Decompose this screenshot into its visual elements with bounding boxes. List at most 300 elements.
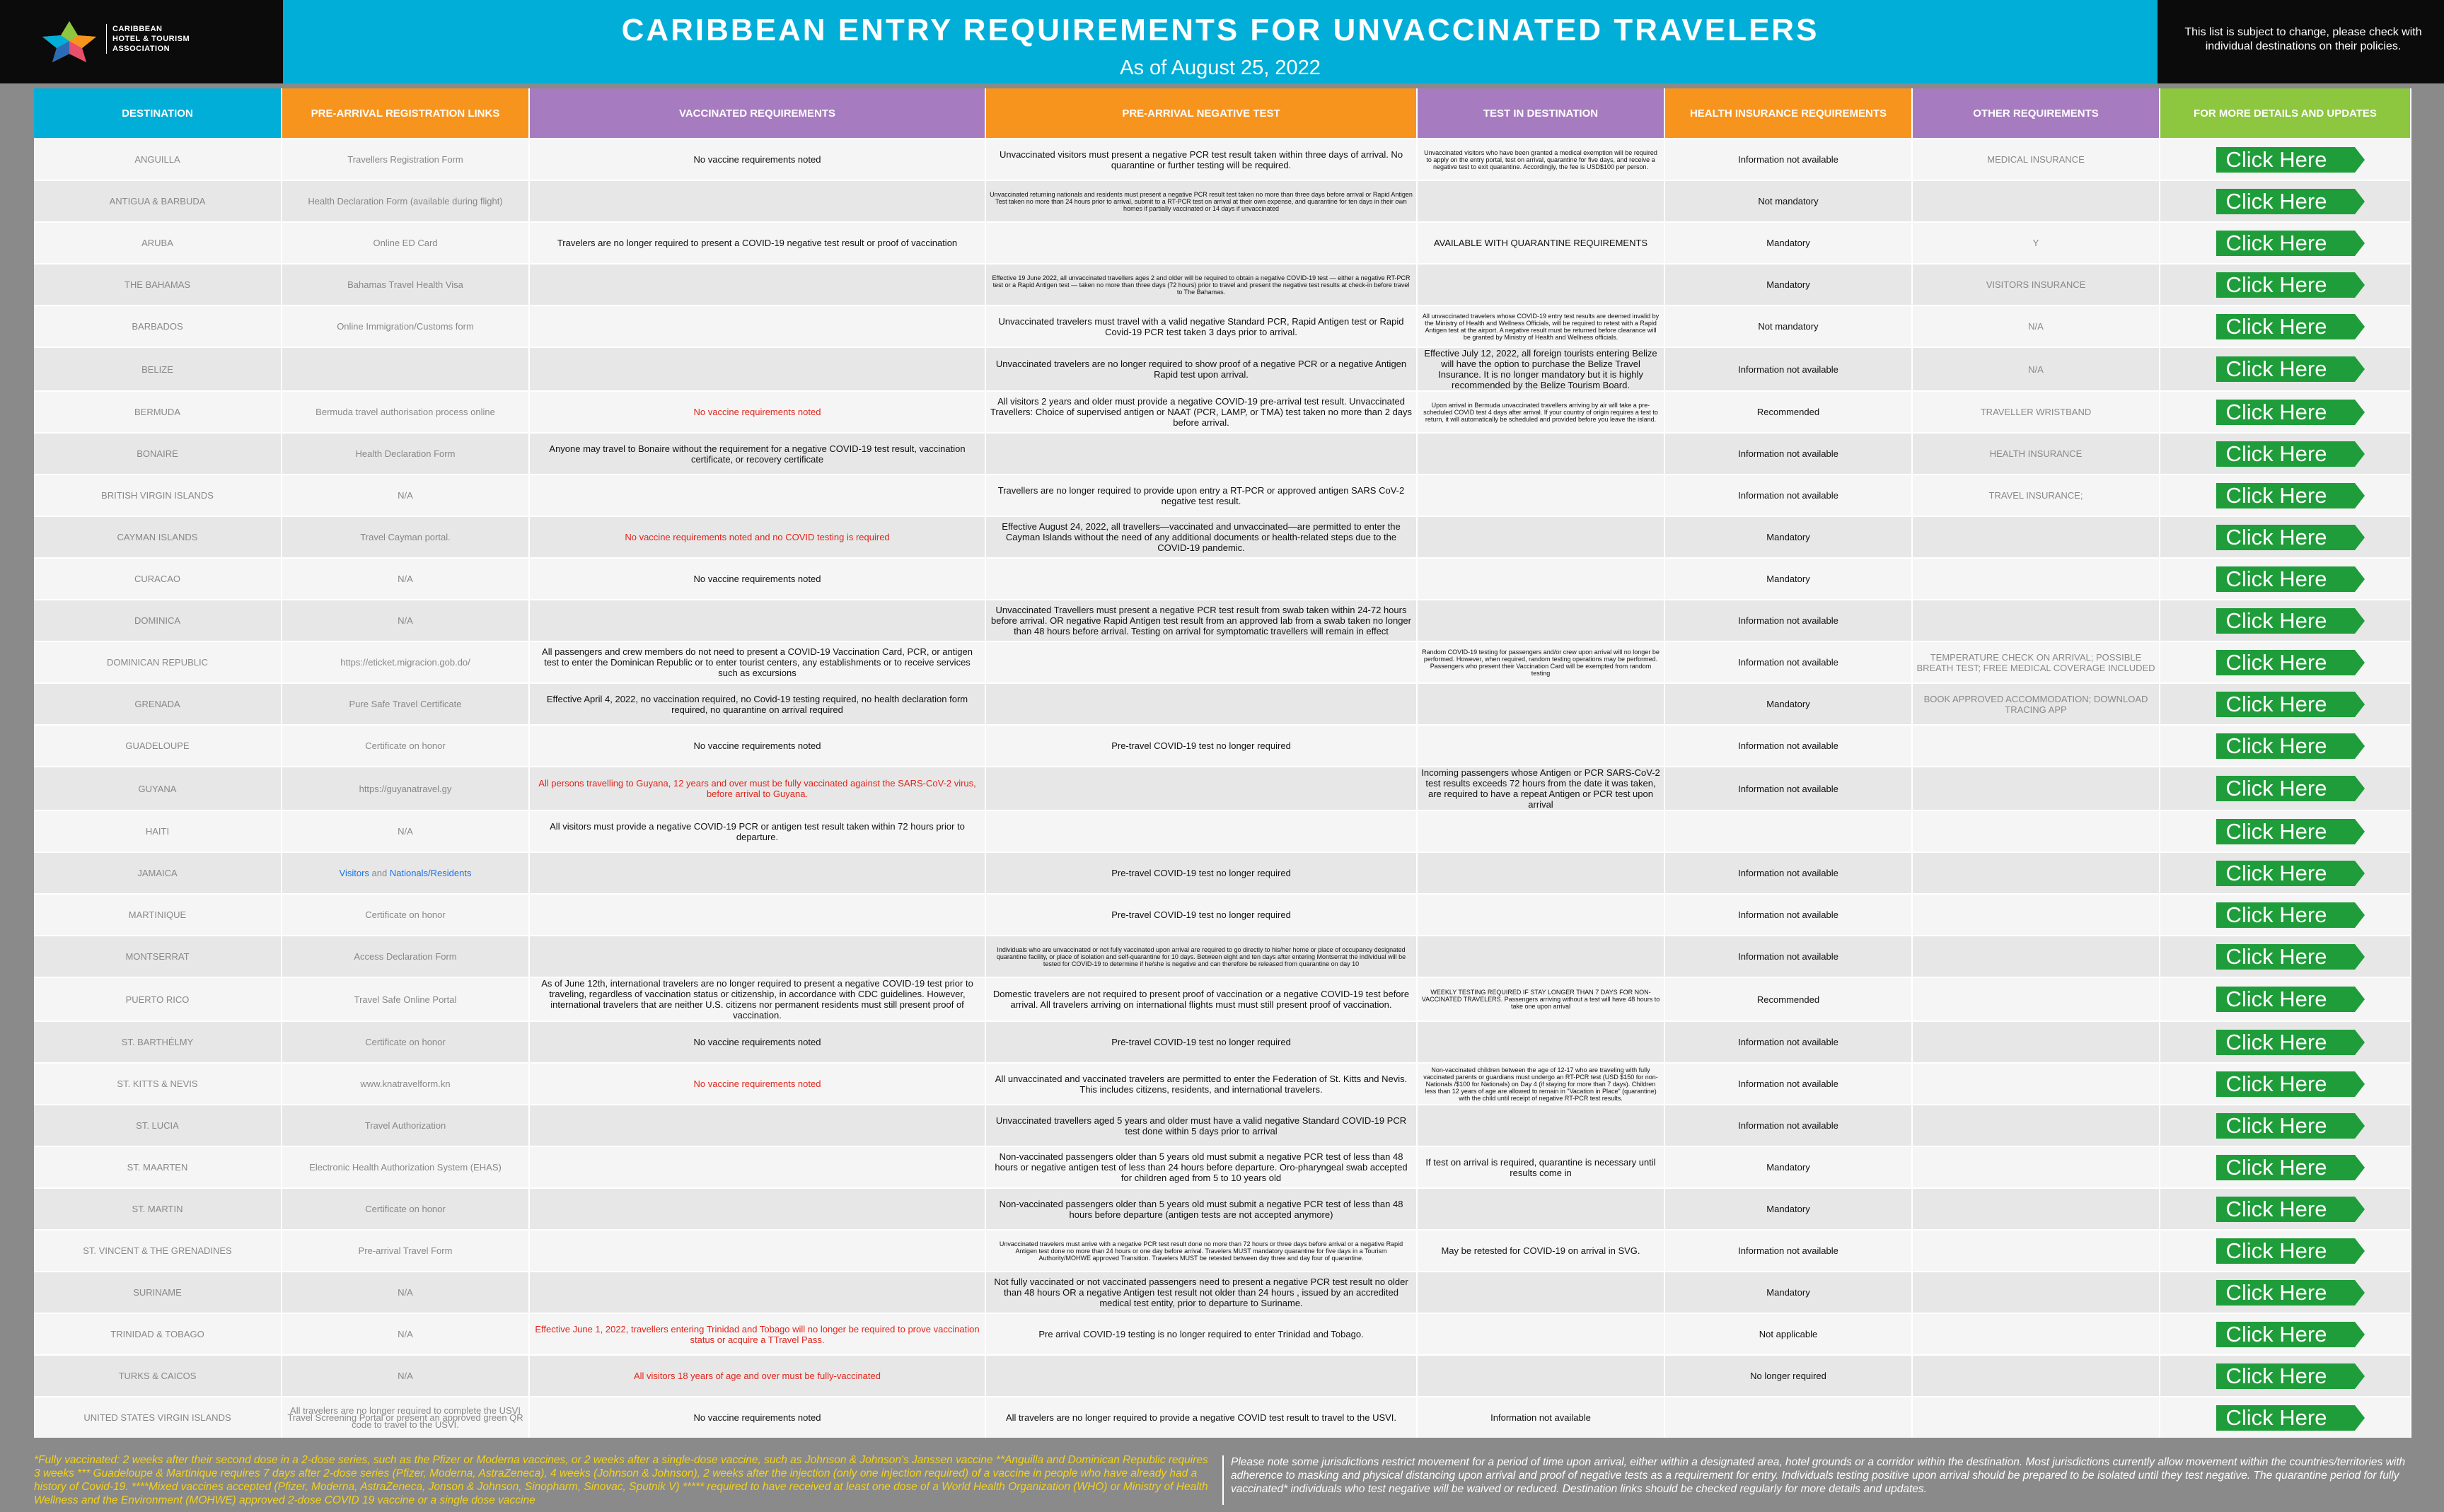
vaccinated-requirements-cell: No vaccine requirements noted and no COVID testing is required — [529, 516, 985, 558]
page-title: CARIBBEAN ENTRY REQUIREMENTS FOR UNVACCINATED TRAVELERS — [621, 13, 1819, 47]
registration-link-cell[interactable]: Bermuda travel authorisation process online — [282, 391, 529, 433]
click-here-button[interactable]: Click Here — [2216, 1155, 2355, 1180]
health-insurance-cell: Information not available — [1664, 725, 1912, 767]
test-in-destination-cell: Incoming passengers whose Antigen or PCR SARS-CoV-2 test results exceeds 72 hours from the date it was taken, are required to have a repeat Antigen or PCR test upon arrival — [1417, 767, 1664, 810]
more-details-cell — [2160, 180, 2411, 222]
negative-test-cell: All visitors 2 years and older must provide a negative COVID-19 pre-arrival test result. Unvaccinated Travellers: Choice of supervised antigen or NAAT (PCR, LAMP, or TMA) test taken no more than 2 days before arrival. — [985, 391, 1417, 433]
registration-link-cell: N/A — [282, 1272, 529, 1313]
other-requirements-cell: VISITORS INSURANCE — [1912, 264, 2160, 306]
footer-divider — [1222, 1455, 1224, 1505]
more-details-cell — [2160, 641, 2411, 683]
vaccinated-requirements-cell: No vaccine requirements noted — [529, 139, 985, 180]
vaccinated-requirements-cell: No vaccine requirements noted — [529, 725, 985, 767]
vaccinated-requirements-cell: All persons travelling to Guyana, 12 years and over must be fully vaccinated against the SARS-CoV-2 virus, before arrival to Guyana. — [529, 767, 985, 810]
more-details-cell — [2160, 433, 2411, 475]
more-details-cell — [2160, 1021, 2411, 1063]
test-in-destination-cell: Unvaccinated visitors who have been granted a medical exemption will be required to apply on the entry portal, test on arrival, quarantine for five days, and receive a negative test to exit quarantine. Accordingly, the fee is USD$100 per person. — [1417, 139, 1664, 180]
other-requirements-cell — [1912, 936, 2160, 977]
more-details-cell — [2160, 264, 2411, 306]
test-in-destination-cell: Random COVID-19 testing for passengers and/or crew upon arrival will no longer be performed. However, when required, random testing operations may be performed. Passengers who present their Vaccination Card will be exempted from random testing — [1417, 641, 1664, 683]
destination-cell: BELIZE — [34, 347, 282, 391]
other-requirements-cell — [1912, 810, 2160, 852]
destination-cell: PUERTO RICO — [34, 977, 282, 1021]
other-requirements-cell: MEDICAL INSURANCE — [1912, 139, 2160, 180]
test-in-destination-cell — [1417, 1021, 1664, 1063]
health-insurance-cell: Mandatory — [1664, 1146, 1912, 1188]
registration-link-cell[interactable]: Certificate on honor — [282, 1188, 529, 1230]
registration-link-cell[interactable]: Certificate on honor — [282, 1021, 529, 1063]
click-here-button[interactable]: Click Here — [2216, 861, 2355, 886]
table-row — [34, 767, 2411, 810]
vaccinated-requirements-cell: All visitors 18 years of age and over must be fully-vaccinated — [529, 1355, 985, 1397]
other-requirements-cell — [1912, 1355, 2160, 1397]
vaccinated-requirements-cell — [529, 1188, 985, 1230]
table-row — [34, 683, 2411, 725]
other-requirements-cell — [1912, 852, 2160, 894]
test-in-destination-cell — [1417, 475, 1664, 516]
test-in-destination-cell: AVAILABLE WITH QUARANTINE REQUIREMENTS — [1417, 222, 1664, 264]
cha-logo-icon — [41, 20, 98, 64]
negative-test-cell: Unvaccinated travelers must arrive with a negative PCR test result done no more than 72 hours or three days before arrival or a negative Rapid Antigen test done no more than 24 hours or one day before arrival. Travelers MUST mandatory quarantine for five days in a Tourism Authority/MOHWE approved Transition. Travelers MUST be retested between day three and day four of quarantine. — [985, 1230, 1417, 1272]
vaccinated-requirements-cell: No vaccine requirements noted — [529, 1397, 985, 1438]
click-here-button[interactable]: Click Here — [2216, 1405, 2355, 1431]
destination-cell: THE BAHAMAS — [34, 264, 282, 306]
destination-cell: JAMAICA — [34, 852, 282, 894]
click-here-button[interactable]: Click Here — [2216, 944, 2355, 970]
negative-test-cell: Individuals who are unvaccinated or not fully vaccinated upon arrival are required to go directly to his/her home or place of occupancy designated quarantine facility, or place of isolation and self-quarantine for 10 days. Between eight and ten days after entering Montserrat the individual will be tested for COVID-19 to determine if he/she is negative and can therefore be released from quarantine on day 10 — [985, 936, 1417, 977]
table-row — [34, 558, 2411, 600]
col-registration-links: PRE-ARRIVAL REGISTRATION LINKS — [282, 88, 529, 139]
table-row — [34, 180, 2411, 222]
health-insurance-cell: Mandatory — [1664, 516, 1912, 558]
more-details-cell — [2160, 1272, 2411, 1313]
other-requirements-cell — [1912, 1272, 2160, 1313]
negative-test-cell: Effective August 24, 2022, all travellers—vaccinated and unvaccinated—are permitted to enter the Cayman Islands without the need of any additional documents or health-related steps due to the COVID-19 pandemic. — [985, 516, 1417, 558]
test-in-destination-cell — [1417, 264, 1664, 306]
negative-test-cell: Pre-travel COVID-19 test no longer required — [985, 852, 1417, 894]
more-details-cell — [2160, 558, 2411, 600]
destination-cell: GUYANA — [34, 767, 282, 810]
destination-cell: BRITISH VIRGIN ISLANDS — [34, 475, 282, 516]
destination-cell: TURKS & CAICOS — [34, 1355, 282, 1397]
negative-test-cell — [985, 641, 1417, 683]
test-in-destination-cell: May be retested for COVID-19 on arrival in SVG. — [1417, 1230, 1664, 1272]
test-in-destination-cell: Information not available — [1417, 1397, 1664, 1438]
health-insurance-cell: Not applicable — [1664, 1313, 1912, 1355]
health-insurance-cell: Not mandatory — [1664, 180, 1912, 222]
more-details-cell — [2160, 1063, 2411, 1105]
table-row — [34, 264, 2411, 306]
registration-link-cell[interactable]: Travellers Registration Form — [282, 139, 529, 180]
click-here-button[interactable]: Click Here — [2216, 1197, 2355, 1222]
test-in-destination-cell — [1417, 894, 1664, 936]
table-row — [34, 1272, 2411, 1313]
negative-test-cell: Unvaccinated visitors must present a negative PCR test result taken within three days of arrival. No quarantine or further testing will be required. — [985, 139, 1417, 180]
destination-cell: ST. BARTHÉLMY — [34, 1021, 282, 1063]
registration-link-cell[interactable]: Travel Cayman portal. — [282, 516, 529, 558]
click-here-button[interactable]: Click Here — [2216, 1280, 2355, 1305]
more-details-cell — [2160, 139, 2411, 180]
click-here-button[interactable]: Click Here — [2216, 356, 2355, 382]
health-insurance-cell: Information not available — [1664, 641, 1912, 683]
test-in-destination-cell — [1417, 936, 1664, 977]
click-here-button[interactable]: Click Here — [2216, 400, 2355, 425]
test-in-destination-cell — [1417, 558, 1664, 600]
other-requirements-cell: HEALTH INSURANCE — [1912, 433, 2160, 475]
negative-test-cell: Unvaccinated travelers must travel with a valid negative Standard PCR, Rapid Antigen test or Rapid Covid-19 PCR test taken 3 days prior to arrival. — [985, 306, 1417, 347]
registration-link-cell: N/A — [282, 1355, 529, 1397]
table-row — [34, 1105, 2411, 1146]
test-in-destination-cell — [1417, 1313, 1664, 1355]
other-requirements-cell: BOOK APPROVED ACCOMMODATION; DOWNLOAD TRACING APP — [1912, 683, 2160, 725]
vaccinated-requirements-cell: Effective June 1, 2022, travellers entering Trinidad and Tobago will no longer be required to prove vaccination status or acquire a TTravel Pass. — [529, 1313, 985, 1355]
table-row — [34, 1397, 2411, 1438]
health-insurance-cell: Information not available — [1664, 433, 1912, 475]
registration-link-cell[interactable]: Pure Safe Travel Certificate — [282, 683, 529, 725]
table-row — [34, 1146, 2411, 1188]
health-insurance-cell: Recommended — [1664, 391, 1912, 433]
negative-test-cell — [985, 222, 1417, 264]
requirements-table — [34, 88, 2411, 1438]
vaccinated-requirements-cell: All visitors must provide a negative COVID-19 PCR or antigen test result taken within 72 hours prior to departure. — [529, 810, 985, 852]
registration-link-cell[interactable]: Online Immigration/Customs form — [282, 306, 529, 347]
vaccinated-requirements-cell: No vaccine requirements noted — [529, 1063, 985, 1105]
table-row — [34, 725, 2411, 767]
negative-test-cell: All travelers are no longer required to provide a negative COVID test result to travel to the USVI. — [985, 1397, 1417, 1438]
registration-link-cell[interactable]: www.knatravelform.kn — [282, 1063, 529, 1105]
negative-test-cell — [985, 433, 1417, 475]
registration-link-cell[interactable]: Electronic Health Authorization System (EHAS) — [282, 1146, 529, 1188]
table-row — [34, 433, 2411, 475]
table-row — [34, 810, 2411, 852]
health-insurance-cell: Mandatory — [1664, 222, 1912, 264]
click-here-button[interactable]: Click Here — [2216, 1030, 2355, 1055]
more-details-cell — [2160, 222, 2411, 264]
table-row — [34, 1313, 2411, 1355]
negative-test-cell — [985, 683, 1417, 725]
click-here-button[interactable]: Click Here — [2216, 1071, 2355, 1097]
vaccinated-requirements-cell — [529, 1230, 985, 1272]
negative-test-cell — [985, 767, 1417, 810]
negative-test-cell — [985, 1355, 1417, 1397]
destination-cell: ST. KITTS & NEVIS — [34, 1063, 282, 1105]
vaccinated-requirements-cell — [529, 894, 985, 936]
registration-link-cell[interactable]: Health Declaration Form — [282, 433, 529, 475]
destination-cell: DOMINICA — [34, 600, 282, 641]
more-details-cell — [2160, 1230, 2411, 1272]
destination-cell: ST. MARTIN — [34, 1188, 282, 1230]
table-row — [34, 1355, 2411, 1397]
registration-link-cell[interactable]: Travel Authorization — [282, 1105, 529, 1146]
registration-link-cell: N/A — [282, 810, 529, 852]
negative-test-cell — [985, 558, 1417, 600]
click-here-button[interactable]: Click Here — [2216, 272, 2355, 298]
destination-cell: HAITI — [34, 810, 282, 852]
more-details-cell — [2160, 475, 2411, 516]
other-requirements-cell: TEMPERATURE CHECK ON ARRIVAL; POSSIBLE BREATH TEST; FREE MEDICAL COVERAGE INCLUDED — [1912, 641, 2160, 683]
health-insurance-cell: Information not available — [1664, 852, 1912, 894]
page-subtitle: As of August 25, 2022 — [1120, 57, 1321, 79]
table-row — [34, 222, 2411, 264]
destination-cell: BERMUDA — [34, 391, 282, 433]
other-requirements-cell: TRAVELLER WRISTBAND — [1912, 391, 2160, 433]
click-here-button[interactable]: Click Here — [2216, 147, 2355, 173]
vaccinated-requirements-cell: No vaccine requirements noted — [529, 391, 985, 433]
visitors-link[interactable]: Visitors — [339, 868, 369, 878]
other-requirements-cell — [1912, 1188, 2160, 1230]
more-details-cell — [2160, 600, 2411, 641]
destination-cell: UNITED STATES VIRGIN ISLANDS — [34, 1397, 282, 1438]
health-insurance-cell: Information not available — [1664, 347, 1912, 391]
click-here-button[interactable]: Click Here — [2216, 1363, 2355, 1389]
org-line: ASSOCIATION — [112, 45, 170, 53]
other-requirements-cell — [1912, 600, 2160, 641]
disclaimer-text: This list is subject to change, please check with individual destinations on their policies. — [2184, 26, 2422, 52]
col-destination: DESTINATION — [34, 88, 282, 139]
registration-link-cell — [282, 852, 529, 894]
col-vaccinated-requirements: VACCINATED REQUIREMENTS — [529, 88, 985, 139]
vaccinated-requirements-cell — [529, 1146, 985, 1188]
click-here-button[interactable]: Click Here — [2216, 650, 2355, 675]
destination-cell: BARBADOS — [34, 306, 282, 347]
health-insurance-cell: Not mandatory — [1664, 306, 1912, 347]
test-in-destination-cell — [1417, 1188, 1664, 1230]
destination-cell: DOMINICAN REPUBLIC — [34, 641, 282, 683]
destination-cell: CURACAO — [34, 558, 282, 600]
destination-cell: CAYMAN ISLANDS — [34, 516, 282, 558]
registration-link-cell: N/A — [282, 558, 529, 600]
other-requirements-cell — [1912, 1397, 2160, 1438]
other-requirements-cell — [1912, 1230, 2160, 1272]
more-details-cell — [2160, 516, 2411, 558]
registration-link-cell[interactable]: Health Declaration Form (available during flight) — [282, 180, 529, 222]
test-in-destination-cell — [1417, 1272, 1664, 1313]
nationals-link[interactable]: Nationals/Residents — [389, 868, 472, 878]
test-in-destination-cell — [1417, 1105, 1664, 1146]
destination-cell: ANTIGUA & BARBUDA — [34, 180, 282, 222]
other-requirements-cell — [1912, 767, 2160, 810]
health-insurance-cell — [1664, 810, 1912, 852]
col-test-in-destination: TEST IN DESTINATION — [1417, 88, 1664, 139]
negative-test-cell: Unvaccinated returning nationals and residents must present a negative PCR result test taken no more than three days before arrival or Rapid Antigen Test taken no more than 24 hours prior to arrival, submit to a RT-PCR test on arrival at their own expense, and quarantine for ten days in their own homes if partially vaccinated or 14 days if unvaccinated — [985, 180, 1417, 222]
vaccinated-requirements-cell: As of June 12th, international travelers are no longer required to present a negative COVID-19 test prior to traveling, regardless of vaccination status or citizenship, in accordance with CDC guidelines. However, international travelers that are neither U.S. citizens nor permanent residents must still present proof of vaccination. — [529, 977, 985, 1021]
table-row — [34, 306, 2411, 347]
other-requirements-cell — [1912, 1021, 2160, 1063]
other-requirements-cell — [1912, 1063, 2160, 1105]
click-here-button[interactable]: Click Here — [2216, 525, 2355, 550]
destination-cell: GUADELOUPE — [34, 725, 282, 767]
other-requirements-cell — [1912, 1105, 2160, 1146]
other-requirements-cell: N/A — [1912, 347, 2160, 391]
test-in-destination-cell — [1417, 725, 1664, 767]
click-here-button[interactable]: Click Here — [2216, 441, 2355, 467]
negative-test-cell — [985, 810, 1417, 852]
negative-test-cell: All unvaccinated and vaccinated travelers are permitted to enter the Federation of St. Kitts and Nevis. This includes citizens, residents, and international travelers. — [985, 1063, 1417, 1105]
health-insurance-cell: Information not available — [1664, 894, 1912, 936]
table-row — [34, 1063, 2411, 1105]
more-details-cell — [2160, 1355, 2411, 1397]
other-requirements-cell: TRAVEL INSURANCE; — [1912, 475, 2160, 516]
other-requirements-cell — [1912, 180, 2160, 222]
vaccinated-requirements-cell — [529, 180, 985, 222]
table-row — [34, 936, 2411, 977]
table-row — [34, 894, 2411, 936]
click-here-button[interactable]: Click Here — [2216, 1113, 2355, 1139]
vaccinated-requirements-cell — [529, 852, 985, 894]
click-here-button[interactable]: Click Here — [2216, 776, 2355, 801]
negative-test-cell: Pre-travel COVID-19 test no longer required — [985, 725, 1417, 767]
col-other-requirements: OTHER REQUIREMENTS — [1912, 88, 2160, 139]
registration-link-cell[interactable]: Access Declaration Form — [282, 936, 529, 977]
negative-test-cell: Travellers are no longer required to provide upon entry a RT-PCR or approved antigen SARS CoV-2 negative test result. — [985, 475, 1417, 516]
table-header-row — [34, 88, 2411, 139]
registration-link-cell[interactable]: Certificate on honor — [282, 894, 529, 936]
health-insurance-cell: Mandatory — [1664, 264, 1912, 306]
health-insurance-cell: Mandatory — [1664, 683, 1912, 725]
registration-link-cell[interactable]: Online ED Card — [282, 222, 529, 264]
link-separator: and — [369, 868, 390, 878]
click-here-button[interactable]: Click Here — [2216, 819, 2355, 844]
health-insurance-cell: Mandatory — [1664, 558, 1912, 600]
vaccinated-requirements-cell — [529, 306, 985, 347]
vaccinated-requirements-cell: All passengers and crew members do not need to present a COVID-19 Vaccination Card, PCR, or antigen test to enter the Dominican Republic or to enter tourist centers, any establishments or to receive services such as excursions — [529, 641, 985, 683]
negative-test-cell: Pre-travel COVID-19 test no longer required — [985, 1021, 1417, 1063]
table-row — [34, 347, 2411, 391]
health-insurance-cell: Information not available — [1664, 936, 1912, 977]
destination-cell: ARUBA — [34, 222, 282, 264]
click-here-button[interactable]: Click Here — [2216, 692, 2355, 717]
col-negative-test: PRE-ARRIVAL NEGATIVE TEST — [985, 88, 1417, 139]
test-in-destination-cell — [1417, 600, 1664, 641]
destination-cell: ST. VINCENT & THE GRENADINES — [34, 1230, 282, 1272]
health-insurance-cell: Mandatory — [1664, 1272, 1912, 1313]
vaccinated-requirements-cell: Anyone may travel to Bonaire without the requirement for a negative COVID-19 test result, vaccination certificate, or recovery certificate — [529, 433, 985, 475]
more-details-cell — [2160, 1188, 2411, 1230]
destination-cell: SURINAME — [34, 1272, 282, 1313]
negative-test-cell: Domestic travelers are not required to present proof of vaccination or a negative COVID-19 test before arrival. All travelers arriving on international flights must must still present proof of vaccination. — [985, 977, 1417, 1021]
registration-link-cell[interactable]: Bahamas Travel Health Visa — [282, 264, 529, 306]
other-requirements-cell — [1912, 894, 2160, 936]
other-requirements-cell — [1912, 977, 2160, 1021]
vaccinated-requirements-cell — [529, 936, 985, 977]
vaccinated-requirements-cell: Effective April 4, 2022, no vaccination required, no Covid-19 testing required, no health declaration form required, no quarantine on arrival required — [529, 683, 985, 725]
destination-cell: ST. MAARTEN — [34, 1146, 282, 1188]
vaccinated-requirements-cell — [529, 1272, 985, 1313]
health-insurance-cell: Mandatory — [1664, 1188, 1912, 1230]
destination-cell: ST. LUCIA — [34, 1105, 282, 1146]
registration-link-cell[interactable]: All travelers are no longer required to complete the USVI Travel Screening Portal or present an approved green QR code to travel to the USVI. — [282, 1397, 529, 1438]
table-row — [34, 475, 2411, 516]
table-row — [34, 852, 2411, 894]
other-requirements-cell — [1912, 1313, 2160, 1355]
registration-link-cell[interactable]: Pre-arrival Travel Form — [282, 1230, 529, 1272]
table-row — [34, 600, 2411, 641]
destination-cell: BONAIRE — [34, 433, 282, 475]
table-row — [34, 977, 2411, 1021]
negative-test-cell: Unvaccinated travellers aged 5 years and older must have a valid negative Standard COVID-19 PCR test done within 5 days prior to arrival — [985, 1105, 1417, 1146]
vaccinated-requirements-cell — [529, 1105, 985, 1146]
table-row — [34, 641, 2411, 683]
table-row — [34, 391, 2411, 433]
col-health-insurance: HEALTH INSURANCE REQUIREMENTS — [1664, 88, 1912, 139]
more-details-cell — [2160, 1105, 2411, 1146]
click-here-button[interactable]: Click Here — [2216, 987, 2355, 1012]
more-details-cell — [2160, 977, 2411, 1021]
more-details-cell — [2160, 767, 2411, 810]
registration-link-cell[interactable]: https://guyanatravel.gy — [282, 767, 529, 810]
click-here-button[interactable]: Click Here — [2216, 566, 2355, 592]
click-here-button[interactable]: Click Here — [2216, 1238, 2355, 1264]
registration-link-cell[interactable]: Travel Safe Online Portal — [282, 977, 529, 1021]
test-in-destination-cell — [1417, 516, 1664, 558]
click-here-button[interactable]: Click Here — [2216, 189, 2355, 214]
negative-test-cell: Pre arrival COVID-19 testing is no longer required to enter Trinidad and Tobago. — [985, 1313, 1417, 1355]
click-here-button[interactable]: Click Here — [2216, 608, 2355, 634]
click-here-button[interactable]: Click Here — [2216, 1322, 2355, 1347]
vaccinated-requirements-cell — [529, 475, 985, 516]
more-details-cell — [2160, 683, 2411, 725]
health-insurance-cell: Information not available — [1664, 1063, 1912, 1105]
registration-link-cell[interactable]: https://eticket.migracion.gob.do/ — [282, 641, 529, 683]
registration-link-cell[interactable]: Certificate on honor — [282, 725, 529, 767]
vaccinated-requirements-cell — [529, 600, 985, 641]
destination-cell: TRINIDAD & TOBAGO — [34, 1313, 282, 1355]
registration-link-cell — [282, 347, 529, 391]
click-here-button[interactable]: Click Here — [2216, 483, 2355, 508]
vaccinated-requirements-cell: No vaccine requirements noted — [529, 1021, 985, 1063]
test-in-destination-cell — [1417, 810, 1664, 852]
table-body — [34, 139, 2411, 1438]
destination-cell: ANGUILLA — [34, 139, 282, 180]
negative-test-cell: Effective 19 June 2022, all unvaccinated travellers ages 2 and older will be required to obtain a negative COVID-19 test — either a negative RT-PCR test or a Rapid Antigen test — taken no more than three days (72 hours) prior to travel and present the negative test results at check-in before travel to The Bahamas. — [985, 264, 1417, 306]
click-here-button[interactable]: Click Here — [2216, 314, 2355, 339]
test-in-destination-cell: WEEKLY TESTING REQUIRED IF STAY LONGER THAN 7 DAYS FOR NON-VACCINATED TRAVELERS. Passengers arriving without a test will have 48 hours to take one upon arrival — [1417, 977, 1664, 1021]
negative-test-cell: Not fully vaccinated or not vaccinated passengers need to present a negative PCR test result no older than 48 hours OR a negative Antigen test result not older than 24 hours , issued by an accredited medical test entity, prior to departure to Suriname. — [985, 1272, 1417, 1313]
other-requirements-cell — [1912, 725, 2160, 767]
health-insurance-cell: No longer required — [1664, 1355, 1912, 1397]
negative-test-cell: Pre-travel COVID-19 test no longer required — [985, 894, 1417, 936]
vaccinated-requirements-cell: No vaccine requirements noted — [529, 558, 985, 600]
more-details-cell — [2160, 936, 2411, 977]
click-here-button[interactable]: Click Here — [2216, 902, 2355, 928]
destination-cell: GRENADA — [34, 683, 282, 725]
other-requirements-cell — [1912, 1146, 2160, 1188]
more-details-cell — [2160, 1146, 2411, 1188]
org-name — [106, 24, 190, 54]
test-in-destination-cell: Effective July 12, 2022, all foreign tourists entering Belize will have the option to purchase the Belize Travel Insurance. It is no longer mandatory but it is highly recommended by the Belize Tourism Board. — [1417, 347, 1664, 391]
destination-cell: MARTINIQUE — [34, 894, 282, 936]
logo-area — [0, 0, 283, 83]
health-insurance-cell: Information not available — [1664, 1105, 1912, 1146]
table-row — [34, 1230, 2411, 1272]
test-in-destination-cell: Non-vaccinated children between the age of 12-17 who are traveling with fully vaccinated parents or guardians must undergo an RT-PCR test (USD $150 for non-Nationals /$100 for Nationals) on Day 4 (if staying for more than 7 days). Children less than 12 years of age are allowed to remain in "Vacation in Place" (quarantine) with the child until receipt of negative RT-PCR test results. — [1417, 1063, 1664, 1105]
registration-link-cell: N/A — [282, 475, 529, 516]
health-insurance-cell: Information not available — [1664, 475, 1912, 516]
test-in-destination-cell: If test on arrival is required, quarantine is necessary until results come in — [1417, 1146, 1664, 1188]
registration-link-cell: N/A — [282, 600, 529, 641]
test-in-destination-cell: Upon arrival in Bermuda unvaccinated travellers arriving by air will take a pre-scheduled COVID test 4 days after arrival. If your country of origin requires a test to return, it will automatically be scheduled and provided before you leave the island. — [1417, 391, 1664, 433]
table-row — [34, 1188, 2411, 1230]
negative-test-cell: Unvaccinated travelers are no longer required to show proof of a negative PCR or a negative Antigen Rapid test upon arrival. — [985, 347, 1417, 391]
health-insurance-cell: Information not available — [1664, 600, 1912, 641]
click-here-button[interactable]: Click Here — [2216, 231, 2355, 256]
other-requirements-cell — [1912, 558, 2160, 600]
click-here-button[interactable]: Click Here — [2216, 733, 2355, 759]
health-insurance-cell: Information not available — [1664, 767, 1912, 810]
negative-test-cell: Non-vaccinated passengers older than 5 years old must submit a negative PCR test of less than 48 hours before departure (antigen tests are not accepted anymore) — [985, 1188, 1417, 1230]
footnote-vaccination: *Fully vaccinated: 2 weeks after their second dose in a 2-dose series, such as the Pfizer or Moderna vaccines, or 2 weeks after a single-dose vaccine, such as Johnson & Johnson's Janssen vaccine **Anguilla and Dominican Republic requires 3 weeks *** Guadeloupe & Martinique requires 7 days after 2-dose series (Pfizer, Moderna, AstraZeneca), 4 weeks (Johnson & Johnson), 2 weeks after the injection (only one injection required) of a vaccine in people who have already had a history of Covid-19. ****Mixed vaccines accepted (Pfizer, Moderna, AstraZeneca, Jonson & Johnson, Sinopharm, Sinovac, Sputnik V) ***** required to have received at least one dose of a World Health Organization (WHO) or Ministry of Health Wellness and the Environment (MOHWE) approved 2-dose COVID 19 vaccine or a single dose vaccine — [34, 1454, 1208, 1506]
other-requirements-cell — [1912, 516, 2160, 558]
